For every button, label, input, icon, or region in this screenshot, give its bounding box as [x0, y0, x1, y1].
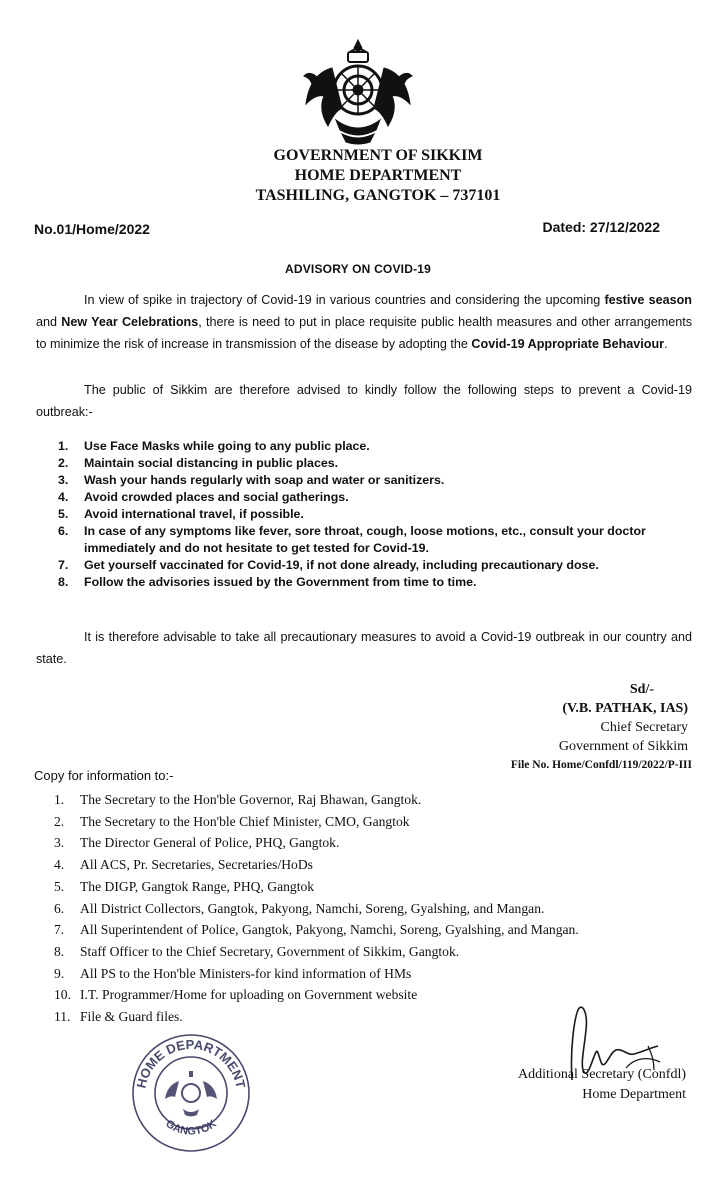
list-item: 2. Maintain social distancing in public places. — [58, 456, 339, 470]
intro-bold-festive: festive season — [604, 293, 692, 307]
header-line-address: TASHILING, GANGTOK – 737101 — [255, 187, 501, 204]
copy-heading: Copy for information to:- — [34, 768, 174, 783]
steps-intro-text: The public of Sikkim are therefore advised to kindly follow the following steps to prevent a Covid-19 outbreak:- — [36, 383, 692, 419]
steps-intro-paragraph — [36, 379, 692, 423]
signatory-name: (V.B. PATHAK, IAS) — [562, 701, 688, 716]
intro-text-3: , there is need to put in place requisite public health measures and other arrangements to minimize the risk of increase in transmission of the disease by adopting the — [36, 315, 692, 351]
closing-text: It is therefore advisable to take all precautionary measures to avoid a Covid-19 outbreak in our country and state. — [36, 630, 692, 666]
advisory-title: ADVISORY ON COVID-19 — [284, 262, 432, 276]
department-stamp-icon — [123, 1025, 259, 1155]
list-item: 7. All Superintendent of Police, Gangtok, Pakyong, Namchi, Soreng, Gyalshing, and Mangan. — [54, 922, 579, 938]
list-item: 11. File & Guard files. — [54, 1009, 183, 1025]
list-item: 3. The Director General of Police, PHQ, Gangtok. — [54, 835, 340, 851]
closing-paragraph — [36, 626, 692, 670]
intro-text-2: and — [36, 315, 62, 329]
intro-bold-behaviour: Covid-19 Appropriate Behaviour — [471, 337, 665, 351]
intro-text-1: In view of spike in trajectory of Covid-19 in various countries and considering the upcoming — [84, 293, 605, 307]
steps-list — [58, 438, 688, 591]
list-item: 5. Avoid international travel, if possible. — [58, 507, 304, 521]
sd-mark: Sd/- — [629, 682, 654, 697]
list-item: 7. Get yourself vaccinated for Covid-19, if not done already, including precautionary dose. — [58, 558, 599, 572]
file-number: File No. Home/Confdl/119/2022/P-III — [510, 759, 692, 771]
signatory-block — [510, 680, 692, 775]
additional-secretary-dept: Home Department — [582, 1087, 686, 1102]
intro-bold-new-year: New Year Celebrations — [61, 315, 199, 329]
list-item: 9. All PS to the Hon'ble Ministers-for kind information of HMs — [54, 965, 412, 981]
list-item: 3. Wash your hands regularly with soap and water or sanitizers. — [58, 473, 445, 487]
intro-paragraph — [36, 289, 692, 355]
list-item: 8. Staff Officer to the Chief Secretary, Government of Sikkim, Gangtok. — [54, 943, 460, 959]
signatory-organisation: Government of Sikkim — [558, 739, 688, 754]
additional-secretary-title: Additional Secretary (Confdl) — [518, 1067, 686, 1082]
list-item: 4. Avoid crowded places and social gatherings. — [58, 490, 349, 504]
date: Dated: 27/12/2022 — [542, 219, 660, 235]
list-item: 6. All District Collectors, Gangtok, Pakyong, Namchi, Soreng, Gyalshing, and Mangan. — [54, 900, 545, 916]
list-item: 8. Follow the advisories issued by the Government from time to time. — [58, 575, 477, 589]
stamp-bottom-text: GANGTOK — [163, 1117, 219, 1138]
letterhead — [0, 146, 716, 206]
header-line-department: HOME DEPARTMENT — [294, 167, 462, 184]
list-item: 4. All ACS, Pr. Secretaries, Secretaries/HoDs — [54, 857, 313, 873]
list-item: 1. Use Face Masks while going to any public place. — [58, 439, 370, 453]
svg-text:HOME DEPARTMENT — [133, 1037, 248, 1090]
list-item: 6. In case of any symptoms like fever, sore throat, cough, loose motions, etc., consult your doctor immediately and do not hesitate to get tested for Covid-19. — [58, 524, 646, 555]
sikkim-emblem-icon — [298, 38, 418, 148]
intro-text-4: . — [664, 337, 668, 351]
stamp-top-text: HOME DEPARTMENT — [133, 1036, 249, 1090]
list-item: 5. The DIGP, Gangtok Range, PHQ, Gangtok — [54, 878, 315, 894]
signatory-designation: Chief Secretary — [600, 720, 688, 735]
list-item: 2. The Secretary to the Hon'ble Chief Minister, CMO, Gangtok — [54, 813, 410, 829]
header-line-government: GOVERNMENT OF SIKKIM — [273, 147, 483, 164]
svg-text:GANGTOK — [163, 1118, 218, 1138]
list-item: 10. I.T. Programmer/Home for uploading on Government website — [54, 987, 418, 1003]
additional-secretary-block — [518, 1065, 686, 1105]
reference-number: No.01/Home/2022 — [34, 221, 150, 237]
list-item: 1. The Secretary to the Hon'ble Governor, Raj Bhawan, Gangtok. — [54, 792, 422, 807]
